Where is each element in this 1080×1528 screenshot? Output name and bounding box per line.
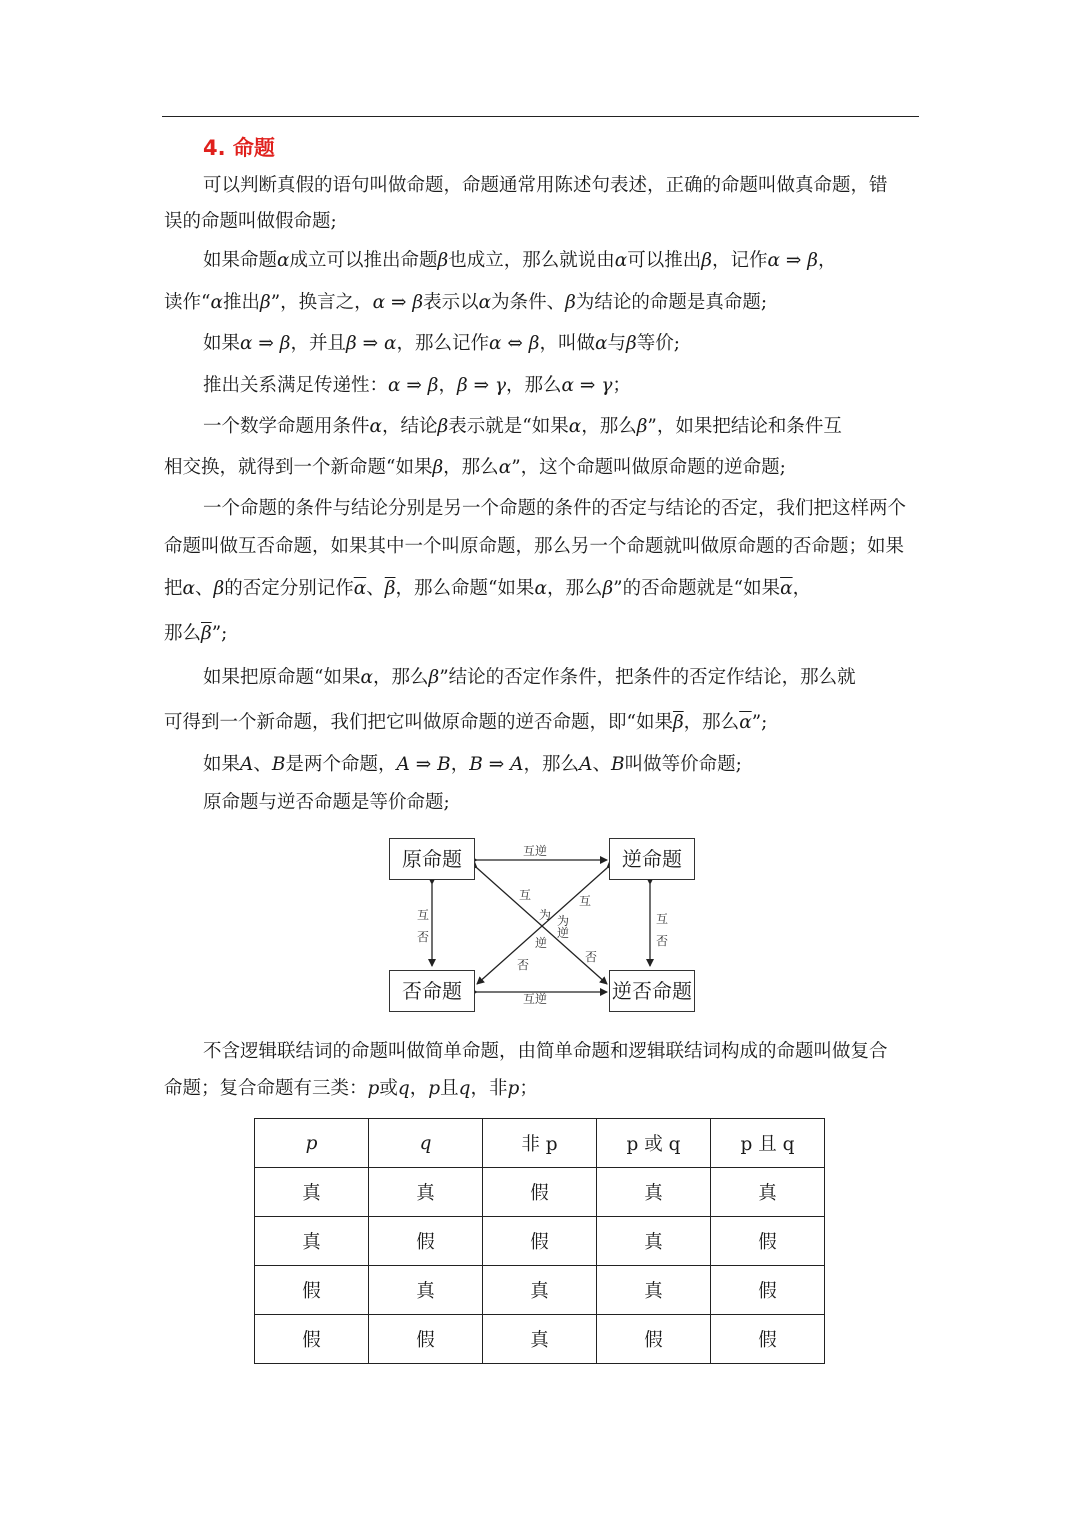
table-row [255,1217,825,1266]
para-inverse-line2: 命题叫做互否命题，如果其中一个叫原命题，那么另一个命题就叫做原命题的否命题；如果 [164,536,905,557]
box-inverse-proposition: 否命题 [389,970,475,1012]
table-cell: 真 [597,1168,711,1217]
label-bottom-converse: 互逆 [523,992,548,1006]
label-diag1-2: 为 [539,908,552,922]
header-rule [162,116,919,117]
label-left-mutual: 互 [417,908,430,922]
para-contrapositive-line1: 如果把原命题“如果α，那么β”结论的否定作条件，把条件的否定作结论，那么就 [203,667,856,688]
table-cell: 假 [255,1266,369,1315]
label-right-negation: 否 [656,934,669,948]
para-converse-line1: 一个数学命题用条件α，结论β表示就是“如果α，那么β”，如果把结论和条件互 [203,416,842,437]
para-transitivity: 推出关系满足传递性：α ⇒ β，β ⇒ γ，那么α ⇒ γ； [203,375,631,396]
header-cell: p 或 q [597,1119,711,1168]
header-cell: p [255,1119,369,1168]
para-contrapositive-equivalent: 原命题与逆否命题是等价命题; [203,792,450,813]
table-cell: 假 [711,1217,825,1266]
table-cell: 假 [483,1168,597,1217]
table-cell: 假 [369,1217,483,1266]
table-cell: 假 [711,1315,825,1364]
table-cell: 真 [711,1168,825,1217]
box-original-proposition: 原命题 [389,838,475,880]
table-row [255,1266,825,1315]
proposition-relation-diagram [385,832,705,1022]
header-cell: p 且 q [711,1119,825,1168]
para-inverse-line1: 一个命题的条件与结论分别是另一个命题的条件的否定与结论的否定，我们把这样两个 [203,498,907,519]
truth-table [254,1118,825,1364]
table-cell: 假 [483,1217,597,1266]
box-contrapositive-proposition: 逆否命题 [609,970,695,1012]
table-cell: 真 [369,1266,483,1315]
header-cell: 非 p [483,1119,597,1168]
para-equivalent-props: 如果A、B是两个命题，A ⇒ B，B ⇒ A，那么A、B叫做等价命题; [203,754,742,775]
table-cell: 假 [597,1315,711,1364]
para-equivalence: 如果α ⇒ β，并且β ⇒ α，那么记作α ⇔ β，叫做α与β等价; [203,333,680,354]
label-diag2-4: 否 [517,958,530,972]
para-compound-line2: 命题；复合命题有三类：p或q，p且q，非p； [164,1078,538,1099]
label-diag2-1: 互 [579,894,592,908]
table-cell: 假 [255,1315,369,1364]
label-left-negation: 否 [417,930,430,944]
table-row [255,1315,825,1364]
table-cell: 真 [597,1266,711,1315]
label-diag1-3: 逆 [557,926,570,940]
table-cell: 真 [483,1266,597,1315]
label-diag2-2: 为 [557,914,570,928]
table-row [255,1168,825,1217]
label-right-mutual: 互 [656,912,669,926]
label-diag1-4: 否 [585,950,598,964]
header-cell: q [369,1119,483,1168]
table-cell: 假 [711,1266,825,1315]
label-diag1-1: 互 [519,888,532,902]
para-inverse-line3: 把α、β的否定分别记作$\overline{\alpha}$、$\overline{\beta}$，那么命题“如果α，那么β”的否命题就是“如果$\overline{\alpha}$， [164,578,812,599]
label-top-converse: 互逆 [523,844,548,858]
table-cell: 真 [255,1168,369,1217]
para-implication-line1: 如果命题α成立可以推出命题β也成立，那么就说由α可以推出β，记作α ⇒ β， [203,250,837,271]
para-definition-line2: 误的命题叫做假命题; [164,211,337,232]
table-cell: 真 [255,1217,369,1266]
table-cell: 真 [369,1168,483,1217]
section-title: 4. 命题 [203,136,275,160]
truth-table-header [255,1119,825,1168]
table-cell: 假 [369,1315,483,1364]
label-diag2-3: 逆 [535,936,548,950]
para-inverse-line4: 那么$\overline{\beta}$”; [164,623,228,644]
para-definition-line1: 可以判断真假的语句叫做命题，命题通常用陈述句表述，正确的命题叫做真命题，错 [203,175,888,196]
para-implication-line2: 读作“α推出β”，换言之，α ⇒ β表示以α为条件、β为结论的命题是真命题; [164,292,768,313]
table-cell: 真 [483,1315,597,1364]
table-cell: 真 [597,1217,711,1266]
para-contrapositive-line2: 可得到一个新命题，我们把它叫做原命题的逆否命题，即“如果$\overline{\beta}$，那么$\overline{\alpha}$”; [164,712,768,733]
box-converse-proposition: 逆命题 [609,838,695,880]
para-converse-line2: 相交换，就得到一个新命题“如果β，那么α”，这个命题叫做原命题的逆命题; [164,457,786,478]
para-compound-line1: 不含逻辑联结词的命题叫做简单命题，由简单命题和逻辑联结词构成的命题叫做复合 [203,1041,888,1062]
